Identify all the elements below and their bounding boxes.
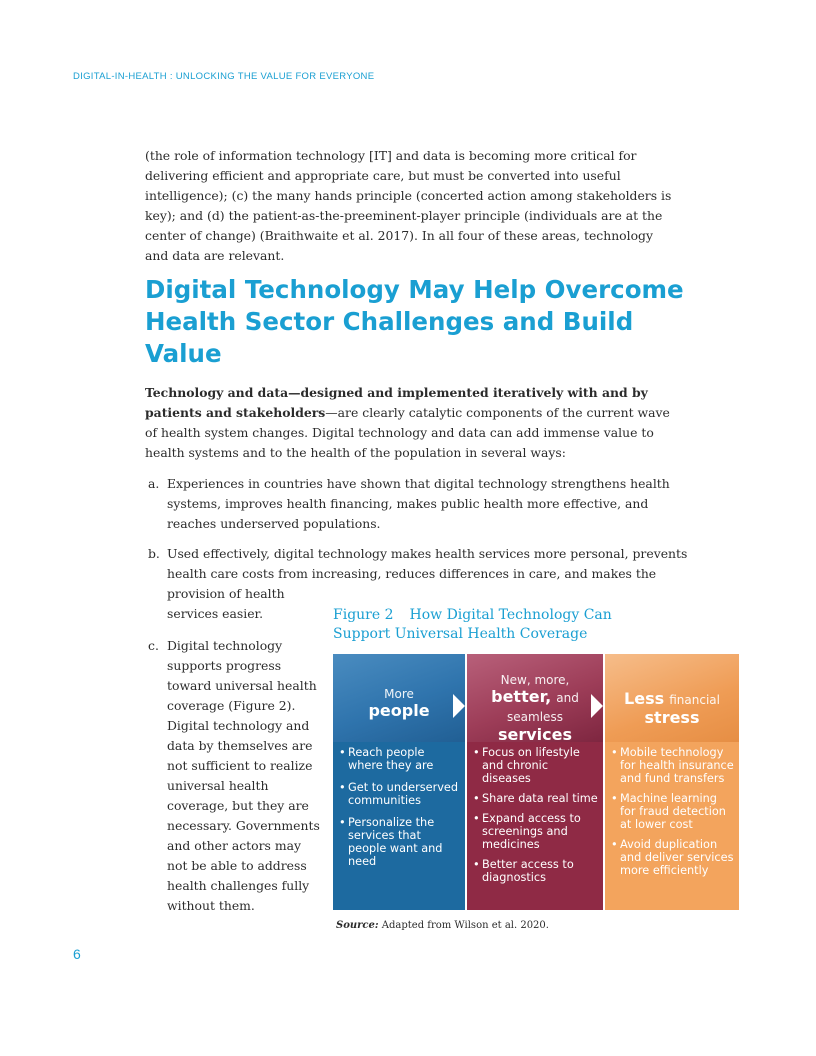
list-item (145, 636, 320, 916)
heading-large-2: stress (644, 708, 700, 727)
list-item-text-part: Used effectively, digital technology makes health services more personal, prevents health care costs from increasing, reduces differences in care, and makes the (167, 546, 688, 581)
bullet-item: • Personalize the services that people want and need (339, 816, 461, 868)
section-title: Digital Technology May Help Overcome Health Sector Challenges and Build Value (145, 275, 684, 368)
figure-title: How Digital Technology Can Support Universal Health Coverage (333, 607, 612, 642)
heading-small: New, more, (500, 673, 570, 687)
bullet-item: • Expand access to screenings and medicines (473, 812, 599, 851)
figure-column-more-people (333, 654, 465, 910)
list-marker: a. (148, 476, 160, 491)
source-text: Adapted from Wilson et al. 2020. (381, 920, 549, 931)
heading-small: financial (669, 693, 720, 707)
running-header: DIGITAL-IN-HEALTH : UNLOCKING THE VALUE FOR EVERYONE (73, 71, 375, 82)
figure-source (336, 919, 549, 933)
bullet-item: • Focus on lifestyle and chronic diseases (473, 746, 599, 785)
bullet-item: • Better access to diagnostics (473, 858, 599, 884)
bullet-item: • Get to underserved communities (339, 781, 461, 807)
heading-large: better, (491, 687, 552, 706)
source-label: Source: (336, 920, 379, 931)
heading-small: More (384, 687, 414, 701)
list-item-text: Digital technology supports progress toward universal health coverage (Figure 2). Digital technology and data by themselves are not sufficient to realize universal health coverage, but they are necessary. Governments and other actors may not be able to address health challenges fully without them. (167, 638, 320, 913)
bullet-item: • Machine learning for fraud detection at lower cost (611, 792, 735, 831)
arrow-right-icon (453, 694, 465, 718)
bullet-item: • Avoid duplication and deliver services more efficiently (611, 838, 735, 877)
heading-small-2: seamless (507, 710, 563, 724)
uhc-figure (333, 654, 739, 910)
list-item-text-part: provision of health services easier. (167, 586, 285, 621)
bullet-item: • Reach people where they are (339, 746, 461, 772)
arrow-right-icon (591, 694, 603, 718)
bullet-item: • Mobile technology for health insurance and fund transfers (611, 746, 735, 785)
column-heading (605, 654, 739, 742)
list-marker: c. (148, 638, 159, 653)
figure-caption (333, 606, 663, 644)
lead-rest: —are clearly catalytic components of the current wave of health system changes. Digital technology and data can add immense value to health systems and to the health of the population in several ways: (145, 405, 670, 460)
figure-number: Figure 2 (333, 607, 394, 623)
page-number: 6 (73, 946, 81, 962)
column-bullets (339, 746, 461, 877)
figure-column-better-services (467, 654, 603, 910)
heading-large: people (368, 701, 430, 720)
intro-paragraph: (the role of information technology [IT] and data is becoming more critical for delivering efficient and appropriate care, but must be converted into useful intelligence); (c) the many hands principle (concerted action among stakeholders is key); and (d) the patient-as-the-preeminent-player principle (individuals are at the center of change) (Braithwaite et al. 2017). In all four of these areas, technology and data are relevant. (145, 148, 672, 263)
list-item-text: Experiences in countries have shown that digital technology strengthens health systems, improves health financing, makes public health more effective, and reaches underserved populations. (167, 476, 670, 531)
column-bullets (611, 746, 735, 884)
column-heading (333, 654, 465, 742)
heading-large-2: services (497, 725, 573, 744)
heading-mid: and (556, 691, 579, 705)
bullet-item: • Share data real time (473, 792, 599, 805)
figure-column-less-stress (605, 654, 739, 910)
lead-paragraph (145, 383, 675, 463)
column-bullets (473, 746, 599, 891)
heading-large: Less (624, 689, 665, 708)
list-item (145, 474, 675, 534)
column-heading (467, 654, 603, 742)
list-marker: b. (148, 546, 160, 561)
lead-bold: Technology and data—designed and implemented iteratively with and by patients and stakeholders (145, 385, 648, 420)
